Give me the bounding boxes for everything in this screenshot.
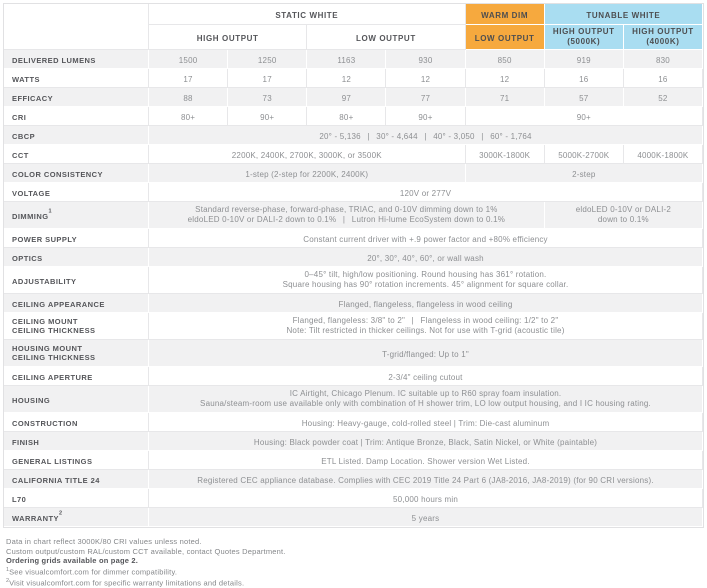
- row-label: OPTICS: [4, 248, 149, 267]
- cell: 16: [624, 69, 703, 88]
- cell-merged: 0–45° tilt, high/low positioning. Round housing has 361° rotation. Square housing has 90° rotation increments. 45° alignment for square collar.: [149, 267, 703, 294]
- cell-merged: 20° - 5,136 | 30° - 4,644 | 40° - 3,050 | 60° - 1,764: [149, 126, 703, 145]
- cell-merged: Housing: Heavy-gauge, cold-rolled steel | Trim: Die-cast aluminum: [149, 413, 703, 432]
- row-label: CEILING APPEARANCE: [4, 294, 149, 313]
- cell: 1500: [149, 50, 228, 69]
- cell-merged: Standard reverse-phase, forward-phase, TRIAC, and 0-10V dimming down to 1% eldoLED 0-10V or DALI-2 down to 0.1% | Lutron Hi-lume EcoSystem down to 0.1%: [149, 202, 545, 229]
- corner-cell: [4, 4, 149, 50]
- row-cct: [4, 145, 703, 164]
- row-color-consistency: [4, 164, 703, 183]
- cell: 90+: [386, 107, 465, 126]
- row-delivered-lumens: [4, 50, 703, 69]
- cell-merged: eldoLED 0-10V or DALI-2 down to 0.1%: [545, 202, 703, 229]
- cell-merged: Housing: Black powder coat | Trim: Antique Bronze, Black, Satin Nickel, or White (paintable): [149, 432, 703, 451]
- cell-merged: 120V or 277V: [149, 183, 703, 202]
- header-tunable-white-label: TUNABLE WHITE: [586, 11, 661, 20]
- row-dimming: [4, 202, 703, 229]
- cell: 4000K-1800K: [624, 145, 703, 164]
- cell: 830: [624, 50, 703, 69]
- cell-merged: 50,000 hours min: [149, 489, 703, 508]
- row-label: WARRANTY$^2$: [4, 508, 149, 527]
- cell-merged: Flanged, flangeless, flangeless in wood ceiling: [149, 294, 703, 313]
- row-label: HOUSING MOUNT CEILING THICKNESS: [4, 340, 149, 367]
- cell: 919: [545, 50, 624, 69]
- cell-merged: Registered CEC appliance database. Complies with CEC 2019 Title 24 Part 6 (JA8-2016, JA8-2019) (for 90 CRI versions).: [149, 470, 703, 489]
- spec-table: [3, 3, 704, 528]
- footnote-custom-options: Custom output/custom RAL/custom CCT available, contact Quotes Department.: [6, 546, 286, 556]
- footnote-warranty-details: $^2$Visit visualcomfort.com for specific warranty limitations and details.: [6, 577, 245, 588]
- row-cri: [4, 107, 703, 126]
- row-label: DIMMING$^1$: [4, 202, 149, 229]
- row-label: ADJUSTABILITY: [4, 267, 149, 294]
- row-label: CRI: [4, 107, 149, 126]
- row-finish: [4, 432, 703, 451]
- header-high-output: HIGH OUTPUT: [149, 25, 307, 50]
- header-static-white-label: STATIC WHITE: [275, 11, 339, 20]
- cell: 850: [466, 50, 545, 69]
- row-label: L70: [4, 489, 149, 508]
- footnote-data-basis: Data in chart reflect 3000K/80 CRI values unless noted.: [6, 537, 202, 546]
- footnote-ordering-grids: Ordering grids available on page 2.: [6, 556, 139, 566]
- row-label: VOLTAGE: [4, 183, 149, 202]
- header-high-output-5000k: HIGH OUTPUT (5000K): [545, 25, 624, 50]
- footnote-marker: 1: [6, 566, 10, 573]
- row-adjustability: [4, 267, 703, 294]
- header-warm-dim-label: WARM DIM: [481, 11, 529, 20]
- cell: 97: [307, 88, 386, 107]
- row-housing: [4, 386, 703, 413]
- cell: 3000K-1800K: [466, 145, 545, 164]
- footnote-marker: 2: [6, 577, 10, 584]
- cell: 73: [228, 88, 307, 107]
- cell: 17: [149, 69, 228, 88]
- cell: 1250: [228, 50, 307, 69]
- row-voltage: [4, 183, 703, 202]
- row-l70: [4, 489, 703, 508]
- row-label: CEILING MOUNT CEILING THICKNESS: [4, 313, 149, 340]
- row-cbcp: [4, 126, 703, 145]
- cell-merged: 2200K, 2400K, 2700K, 3000K, or 3500K: [149, 145, 466, 164]
- cell: 12: [386, 69, 465, 88]
- cell: 16: [545, 69, 624, 88]
- row-general-listings: [4, 451, 703, 470]
- row-label: CONSTRUCTION: [4, 413, 149, 432]
- header-row-groups: [4, 4, 703, 25]
- row-label: COLOR CONSISTENCY: [4, 164, 149, 183]
- cell: 57: [545, 88, 624, 107]
- cell-merged: 90+: [466, 107, 703, 126]
- cell: 80+: [149, 107, 228, 126]
- row-construction: [4, 413, 703, 432]
- header-warm-dim: [466, 4, 545, 25]
- footnote-dimmer-compat: $^1$See visualcomfort.com for dimmer compatibility.: [6, 566, 178, 577]
- row-ceiling-aperture: [4, 367, 703, 386]
- row-california-title-24: [4, 470, 703, 489]
- cell: 52: [624, 88, 703, 107]
- row-label: POWER SUPPLY: [4, 229, 149, 248]
- row-label: CCT: [4, 145, 149, 164]
- cell: 80+: [307, 107, 386, 126]
- cell-merged: IC Airtight, Chicago Plenum. IC suitable up to R60 spray foam insulation. Sauna/steam-room use available only with combination of H shower trim, LO low output housing, and I IC housing rating.: [149, 386, 703, 413]
- header-warm-low-output: LOW OUTPUT: [466, 25, 545, 50]
- cell: 77: [386, 88, 465, 107]
- header-static-white: [149, 4, 466, 25]
- row-power-supply: [4, 229, 703, 248]
- cell: 5000K-2700K: [545, 145, 624, 164]
- row-label: HOUSING: [4, 386, 149, 413]
- footnote-marker: 1: [48, 208, 52, 215]
- header-low-output: LOW OUTPUT: [307, 25, 465, 50]
- cell-merged: 1-step (2-step for 2200K, 2400K): [149, 164, 466, 183]
- row-efficacy: [4, 88, 703, 107]
- row-ceiling-appearance: [4, 294, 703, 313]
- row-watts: [4, 69, 703, 88]
- cell: 930: [386, 50, 465, 69]
- cell-merged: Flanged, flangeless: 3/8" to 2" | Flangeless in wood ceiling: 1/2" to 2" Note: Tilt restricted in thicker ceilings. Not for use with T-grid (acoustic tile): [149, 313, 703, 340]
- cell-merged: 2-step: [466, 164, 703, 183]
- cell: 1163: [307, 50, 386, 69]
- cell-merged: T-grid/flanged: Up to 1": [149, 340, 703, 367]
- cell: 12: [466, 69, 545, 88]
- footnotes: [3, 528, 704, 588]
- cell: 90+: [228, 107, 307, 126]
- cell: 88: [149, 88, 228, 107]
- header-tunable-white: [545, 4, 703, 25]
- footnote-marker: 2: [58, 510, 62, 517]
- row-ceiling-mount-thickness: [4, 313, 703, 340]
- row-label: CEILING APERTURE: [4, 367, 149, 386]
- row-optics: [4, 248, 703, 267]
- row-warranty: [4, 508, 703, 527]
- cell-merged: ETL Listed. Damp Location. Shower version Wet Listed.: [149, 451, 703, 470]
- cell-merged: 20°, 30°, 40°, 60°, or wall wash: [149, 248, 703, 267]
- cell-merged: 5 years: [149, 508, 703, 527]
- row-label: FINISH: [4, 432, 149, 451]
- row-label: GENERAL LISTINGS: [4, 451, 149, 470]
- cell: 17: [228, 69, 307, 88]
- row-label: WATTS: [4, 69, 149, 88]
- row-label: EFFICACY: [4, 88, 149, 107]
- cell: 71: [466, 88, 545, 107]
- cell-merged: 2-3/4" ceiling cutout: [149, 367, 703, 386]
- row-label: DELIVERED LUMENS: [4, 50, 149, 69]
- cell: 12: [307, 69, 386, 88]
- header-high-output-4000k: HIGH OUTPUT (4000K): [624, 25, 703, 50]
- row-housing-mount-thickness: [4, 340, 703, 367]
- row-label: CBCP: [4, 126, 149, 145]
- row-label: CALIFORNIA TITLE 24: [4, 470, 149, 489]
- cell-merged: Constant current driver with +.9 power factor and +80% efficiency: [149, 229, 703, 248]
